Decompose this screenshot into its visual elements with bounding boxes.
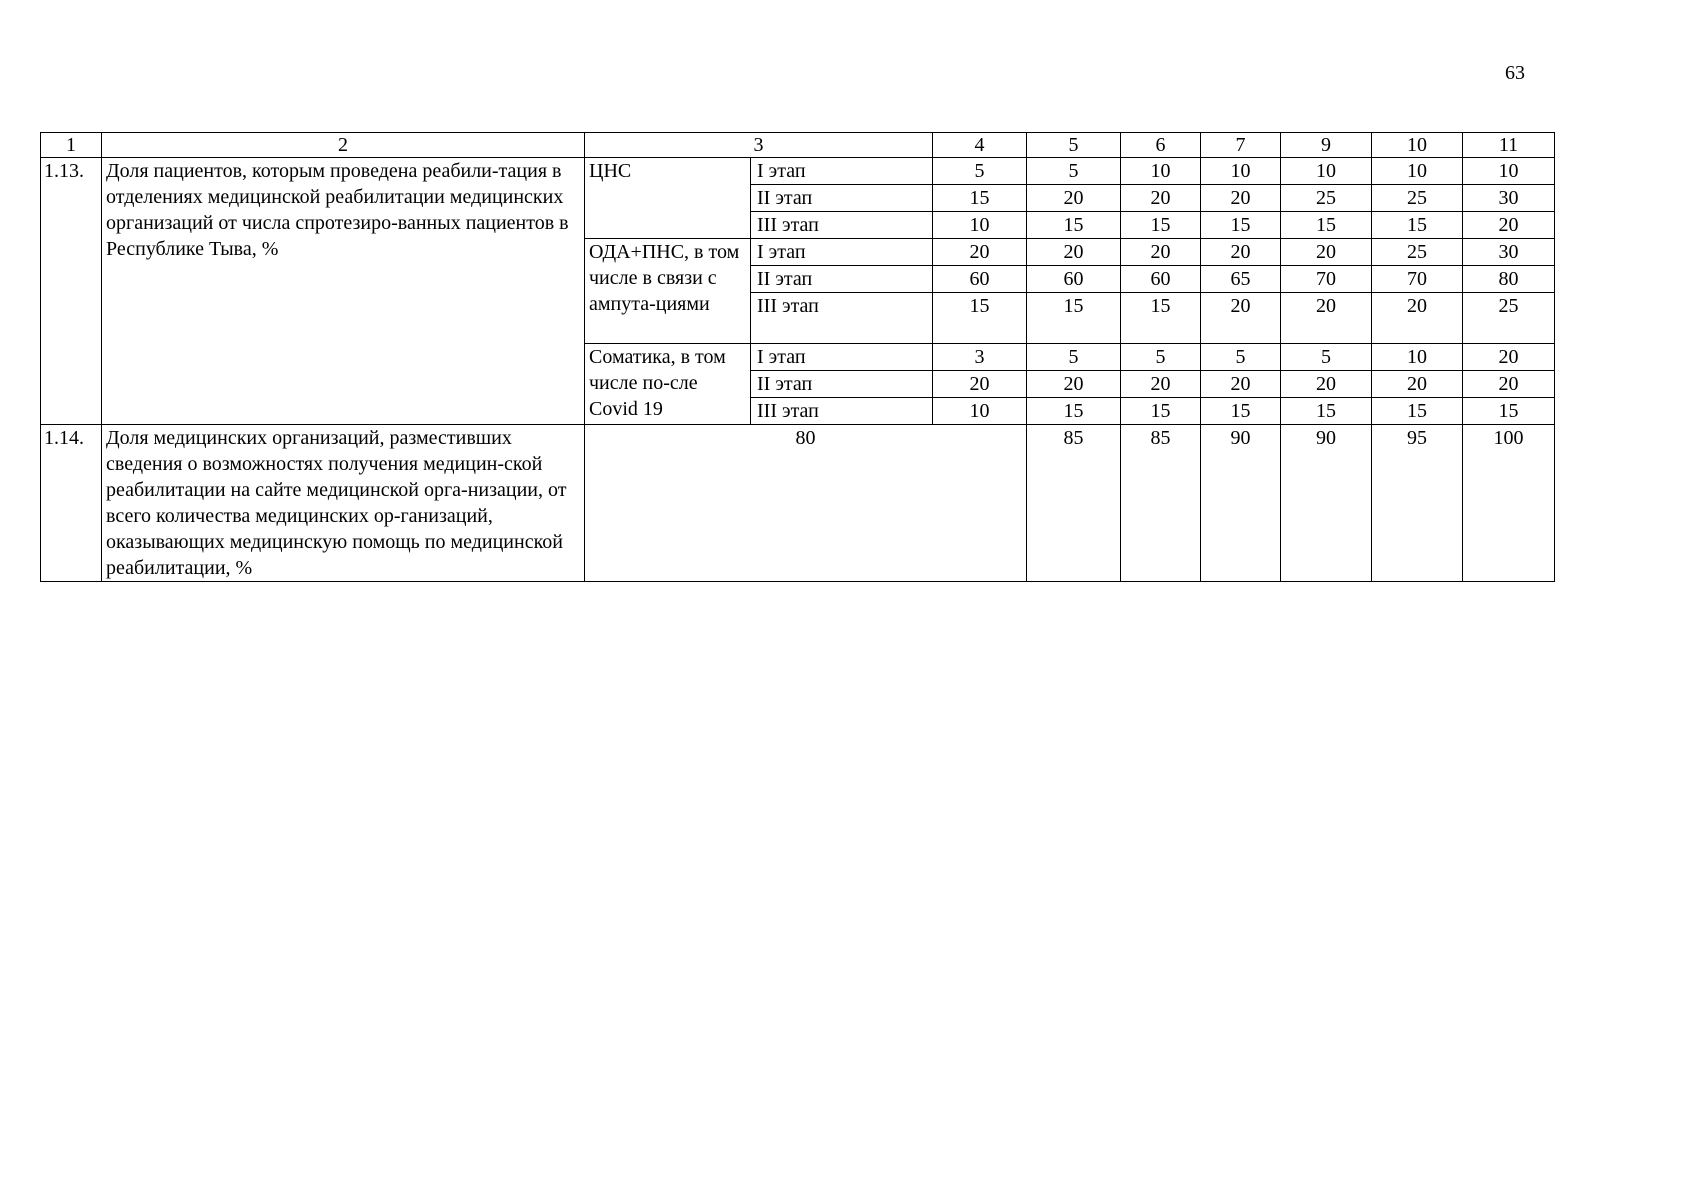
value-cell: 20 bbox=[1201, 239, 1281, 266]
group-label: Соматика, в том числе по-сле Covid 19 bbox=[585, 344, 751, 425]
value-cell: 15 bbox=[1281, 398, 1372, 425]
value-cell: 10 bbox=[1201, 158, 1281, 185]
row-number: 1.13. bbox=[41, 158, 102, 425]
row-number: 1.14. bbox=[41, 425, 102, 582]
header-cell: 1 bbox=[41, 133, 102, 158]
value-cell: 20 bbox=[1121, 239, 1201, 266]
stage-label: II этап bbox=[751, 371, 933, 398]
value-cell: 15 bbox=[1201, 398, 1281, 425]
value-cell: 25 bbox=[1372, 239, 1463, 266]
value-cell: 20 bbox=[1121, 185, 1201, 212]
value-cell: 5 bbox=[1027, 344, 1121, 371]
value-cell: 85 bbox=[1027, 425, 1121, 582]
value-cell: 20 bbox=[1201, 371, 1281, 398]
value-cell: 10 bbox=[933, 398, 1027, 425]
group-label: ОДА+ПНС, в том числе в связи с ампута-циями bbox=[585, 239, 751, 344]
stage-label: I этап bbox=[751, 344, 933, 371]
value-cell: 85 bbox=[1121, 425, 1201, 582]
value-cell: 20 bbox=[1121, 371, 1201, 398]
stage-label: III этап bbox=[751, 212, 933, 239]
value-cell: 15 bbox=[1027, 398, 1121, 425]
value-cell: 25 bbox=[1463, 293, 1555, 344]
group-label: ЦНС bbox=[585, 158, 751, 239]
stage-label: I этап bbox=[751, 239, 933, 266]
value-cell: 20 bbox=[1027, 239, 1121, 266]
value-cell: 20 bbox=[1463, 371, 1555, 398]
value-cell: 10 bbox=[1463, 158, 1555, 185]
value-cell: 20 bbox=[1281, 371, 1372, 398]
value-cell: 15 bbox=[1372, 212, 1463, 239]
stage-label: III этап bbox=[751, 293, 933, 344]
value-cell: 20 bbox=[1281, 239, 1372, 266]
value-cell: 70 bbox=[1372, 266, 1463, 293]
value-cell: 5 bbox=[1121, 344, 1201, 371]
indicators-table bbox=[40, 132, 1555, 582]
value-cell: 90 bbox=[1281, 425, 1372, 582]
value-cell: 5 bbox=[1281, 344, 1372, 371]
value-cell: 20 bbox=[1372, 371, 1463, 398]
value-cell: 15 bbox=[1201, 212, 1281, 239]
table-row bbox=[41, 425, 1555, 582]
indicator-description: Доля медицинских организаций, разместивших сведения о возможностях получения медицин-ской реабилитации на сайте медицинской орга-низации, от всего количества медицинских ор-ганизаций, оказывающих медицинскую помощь по медицинской реабилитации, % bbox=[102, 425, 585, 582]
stage-label: II этап bbox=[751, 185, 933, 212]
value-cell: 20 bbox=[1027, 371, 1121, 398]
value-cell: 95 bbox=[1372, 425, 1463, 582]
value-cell: 20 bbox=[1372, 293, 1463, 344]
value-cell: 65 bbox=[1201, 266, 1281, 293]
value-cell: 15 bbox=[1027, 212, 1121, 239]
stage-label: III этап bbox=[751, 398, 933, 425]
stage-label: II этап bbox=[751, 266, 933, 293]
value-cell: 60 bbox=[933, 266, 1027, 293]
header-cell: 7 bbox=[1201, 133, 1281, 158]
value-cell: 80 bbox=[585, 425, 1027, 582]
value-cell: 10 bbox=[1121, 158, 1201, 185]
value-cell: 60 bbox=[1121, 266, 1201, 293]
header-row bbox=[41, 133, 1555, 158]
value-cell: 30 bbox=[1463, 239, 1555, 266]
value-cell: 25 bbox=[1372, 185, 1463, 212]
stage-label: I этап bbox=[751, 158, 933, 185]
value-cell: 5 bbox=[1201, 344, 1281, 371]
value-cell: 5 bbox=[1027, 158, 1121, 185]
header-cell: 3 bbox=[585, 133, 933, 158]
value-cell: 5 bbox=[933, 158, 1027, 185]
header-cell: 10 bbox=[1372, 133, 1463, 158]
header-cell: 2 bbox=[102, 133, 585, 158]
value-cell: 90 bbox=[1201, 425, 1281, 582]
header-cell: 5 bbox=[1027, 133, 1121, 158]
value-cell: 20 bbox=[1201, 293, 1281, 344]
value-cell: 20 bbox=[1281, 293, 1372, 344]
header-cell: 11 bbox=[1463, 133, 1555, 158]
value-cell: 20 bbox=[1027, 185, 1121, 212]
value-cell: 20 bbox=[1463, 344, 1555, 371]
value-cell: 70 bbox=[1281, 266, 1372, 293]
value-cell: 15 bbox=[933, 293, 1027, 344]
value-cell: 10 bbox=[933, 212, 1027, 239]
value-cell: 3 bbox=[933, 344, 1027, 371]
value-cell: 30 bbox=[1463, 185, 1555, 212]
value-cell: 15 bbox=[1121, 398, 1201, 425]
value-cell: 20 bbox=[1463, 212, 1555, 239]
value-cell: 80 bbox=[1463, 266, 1555, 293]
value-cell: 15 bbox=[1281, 212, 1372, 239]
header-cell: 9 bbox=[1281, 133, 1372, 158]
value-cell: 20 bbox=[1201, 185, 1281, 212]
value-cell: 15 bbox=[1372, 398, 1463, 425]
value-cell: 10 bbox=[1372, 158, 1463, 185]
value-cell: 100 bbox=[1463, 425, 1555, 582]
value-cell: 15 bbox=[1121, 212, 1201, 239]
value-cell: 20 bbox=[933, 239, 1027, 266]
table-row bbox=[41, 158, 1555, 185]
value-cell: 15 bbox=[1121, 293, 1201, 344]
value-cell: 15 bbox=[1463, 398, 1555, 425]
header-cell: 6 bbox=[1121, 133, 1201, 158]
value-cell: 20 bbox=[933, 371, 1027, 398]
indicator-description: Доля пациентов, которым проведена реабили-тация в отделениях медицинской реабилитации медицинских организаций от числа спротезиро-ванных пациентов в Республике Тыва, % bbox=[102, 158, 585, 425]
value-cell: 25 bbox=[1281, 185, 1372, 212]
value-cell: 15 bbox=[1027, 293, 1121, 344]
value-cell: 60 bbox=[1027, 266, 1121, 293]
page-number: 63 bbox=[1505, 62, 1525, 84]
header-cell: 4 bbox=[933, 133, 1027, 158]
value-cell: 10 bbox=[1281, 158, 1372, 185]
value-cell: 15 bbox=[933, 185, 1027, 212]
value-cell: 10 bbox=[1372, 344, 1463, 371]
